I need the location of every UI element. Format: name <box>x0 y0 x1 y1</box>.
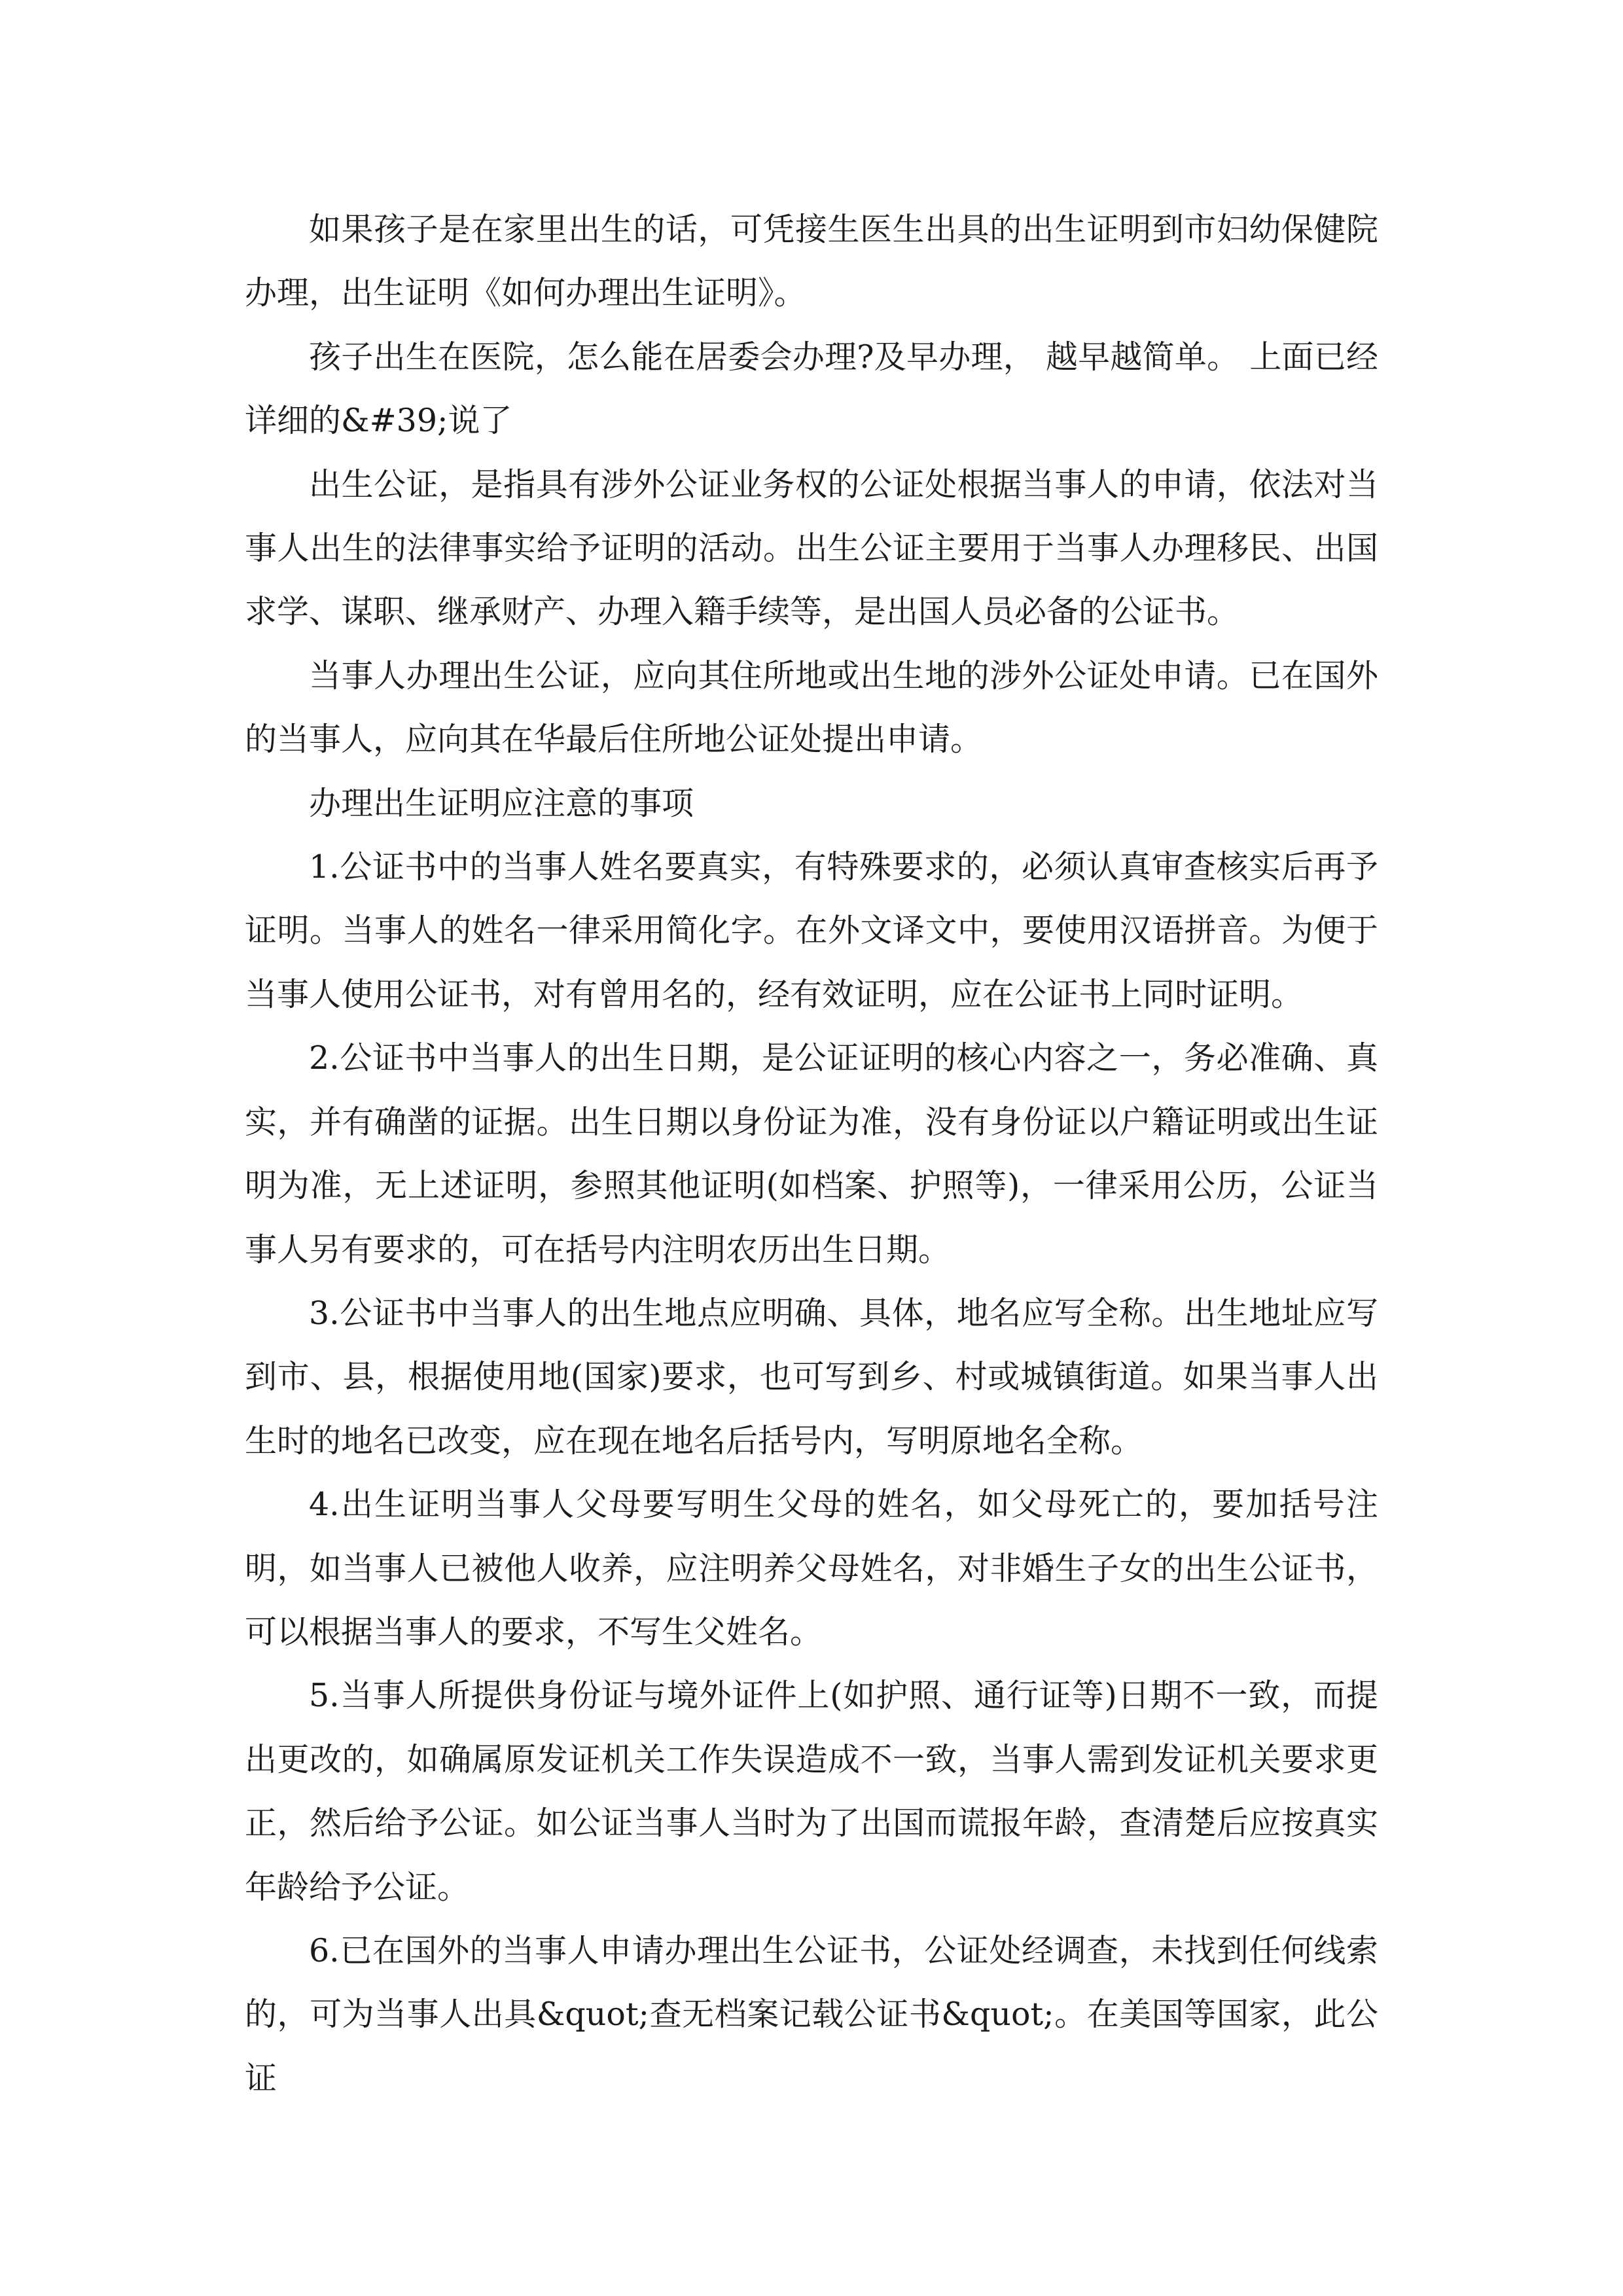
paragraph-application: 当事人办理出生公证，应向其住所地或出生地的涉外公证处申请。已在国外的当事人，应向其在华最后住所地公证处提出申请。 <box>245 656 1378 759</box>
list-item-2: 2.公证书中当事人的出生日期，是公证证明的核心内容之一，务必准确、真实，并有确凿的证据。出生日期以身份证为准，没有身份证以户籍证明或出生证明为准，无上述证明，参照其他证明(如档案、护照等)，一律采用公历，公证当事人另有要求的，可在括号内注明农历出生日期。 <box>245 1039 1378 1268</box>
paragraph-home-birth: 如果孩子是在家里出生的话，可凭接生医生出具的出生证明到市妇幼保健院办理，出生证明《如何办理出生证明》。 <box>245 211 1378 312</box>
paragraph-hospital-birth: 孩子出生在医院，怎么能在居委会办理?及早办理， 越早越简单。 上面已经详细的&#39;说了 <box>245 338 1378 440</box>
document-body <box>245 198 1378 2110</box>
list-item-6: 6.已在国外的当事人申请办理出生公证书，公证处经调查，未找到任何线索的，可为当事人出具&quot;查无档案记载公证书&quot;。在美国等国家，此公证 <box>245 1931 1378 2097</box>
list-item-3: 3.公证书中当事人的出生地点应明确、具体，地名应写全称。出生地址应写到市、县，根据使用地(国家)要求，也可写到乡、村或城镇街道。如果当事人出生时的地名已改变，应在现在地名后括号内，写明原地名全称。 <box>245 1294 1378 1460</box>
list-item-4: 4.出生证明当事人父母要写明生父母的姓名，如父母死亡的，要加括号注明，如当事人已被他人收养，应注明养父母姓名，对非婚生子女的出生公证书，可以根据当事人的要求，不写生父姓名。 <box>245 1486 1378 1651</box>
list-item-5: 5.当事人所提供身份证与境外证件上(如护照、通行证等)日期不一致，而提出更改的，如确属原发证机关工作失误造成不一致，当事人需到发证机关要求更正，然后给予公证。如公证当事人当时为了出国而谎报年龄，查清楚后应按真实年龄给予公证。 <box>245 1677 1378 1906</box>
paragraph-birth-notarization: 出生公证，是指具有涉外公证业务权的公证处根据当事人的申请，依法对当事人出生的法律事实给予证明的活动。出生公证主要用于当事人办理移民、出国求学、谋职、继承财产、办理入籍手续等，是出国人员必备的公证书。 <box>245 465 1378 631</box>
section-heading-notes: 办理出生证明应注意的事项 <box>309 784 694 822</box>
list-item-1: 1.公证书中的当事人姓名要真实，有特殊要求的，必须认真审查核实后再予证明。当事人的姓名一律采用简化字。在外文译文中，要使用汉语拼音。为便于当事人使用公证书，对有曾用名的，经有效证明，应在公证书上同时证明。 <box>245 848 1378 1013</box>
